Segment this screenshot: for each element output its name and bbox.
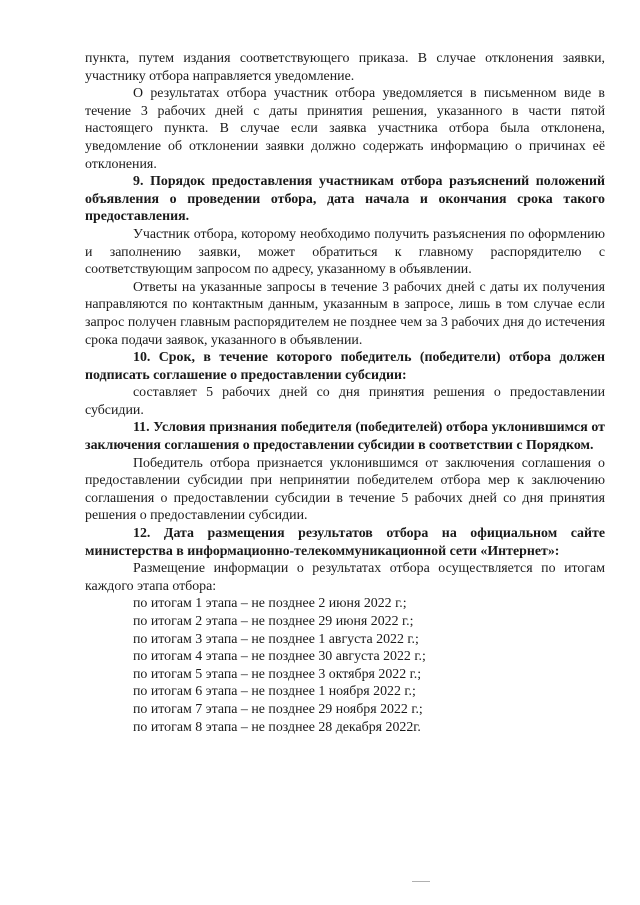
section-heading-9: 9. Порядок предоставления участникам отбора разъяснений положений объявления о проведении отбора, дата начала и окончания срока такого предоставления. bbox=[85, 174, 605, 225]
list-item-stage-5: по итогам 5 этапа – не позднее 3 октября 2022 г.; bbox=[133, 666, 422, 682]
list-item-stage-4: по итогам 4 этапа – не позднее 30 августа 2022 г.; bbox=[133, 649, 426, 665]
section-heading-12: 12. Дата размещения результатов отбора на официальном сайте министерства в информационно-телекоммуникационной сети «Интернет»: bbox=[85, 526, 605, 559]
paragraph-rejection-notice: пункта, путем издания соответствующего приказа. В случае отклонения заявки, участнику отбора направляется уведомление. bbox=[85, 51, 605, 84]
document-body bbox=[85, 50, 605, 736]
paragraph-evasion-conditions: Победитель отбора признается уклонившимся от заключения соглашения о предоставлении субсидии при непринятии победителем отбора мер к заключению соглашения о предоставлении субсидии в течение 5 рабочих дней со дня принятия решения о предоставлении субсидии. bbox=[85, 455, 605, 524]
paragraph-signing-term: составляет 5 рабочих дней со дня принятия решения о предоставлении субсидии. bbox=[85, 385, 605, 418]
list-item-stage-8: по итогам 8 этапа – не позднее 28 декабря 2022г. bbox=[133, 719, 421, 735]
paragraph-result-notification: О результатах отбора участник отбора уведомляется в письменном виде в течение 3 рабочих дней с даты принятия решения, указанного в части пятой настоящего пункта. В случае если заявка участника отбора была отклонена, уведомление об отклонении заявки должно содержать информацию о причинах её отклонения. bbox=[85, 86, 605, 172]
scan-mark bbox=[412, 881, 430, 882]
list-item-stage-2: по итогам 2 этапа – не позднее 29 июня 2022 г.; bbox=[133, 614, 414, 629]
list-item-stage-3: по итогам 3 этапа – не позднее 1 августа 2022 г.; bbox=[133, 631, 419, 647]
paragraph-clarification-request: Участник отбора, которому необходимо получить разъяснения по оформлению и заполнению заявки, может обратиться к главному распорядителю с соответствующим запросом по адресу, указанному в объявлении. bbox=[85, 226, 605, 278]
paragraph-results-publication: Размещение информации о результатах отбора осуществляется по итогам каждого этапа отбора: bbox=[85, 561, 605, 594]
section-heading-10: 10. Срок, в течение которого победитель (победители) отбора должен подписать соглашение о предоставлении субсидии: bbox=[85, 350, 605, 383]
list-item-stage-1: по итогам 1 этапа – не позднее 2 июня 2022 г.; bbox=[133, 596, 407, 612]
list-item-stage-6: по итогам 6 этапа – не позднее 1 ноября 2022 г.; bbox=[133, 684, 416, 700]
list-item-stage-7: по итогам 7 этапа – не позднее 29 ноября 2022 г.; bbox=[133, 701, 423, 717]
paragraph-clarification-answers: Ответы на указанные запросы в течение 3 рабочих дней с даты их получения направляются по контактным данным, указанным в запросе, лишь в том случае если запрос получен главным распорядителем не позднее чем за 3 рабочих дня до истечения срока подачи заявок, указанного в объявлении. bbox=[85, 279, 605, 348]
section-heading-11: 11. Условия признания победителя (победителей) отбора уклонившимся от заключения соглашения о предоставлении субсидии в соответствии с Порядком. bbox=[85, 420, 605, 454]
